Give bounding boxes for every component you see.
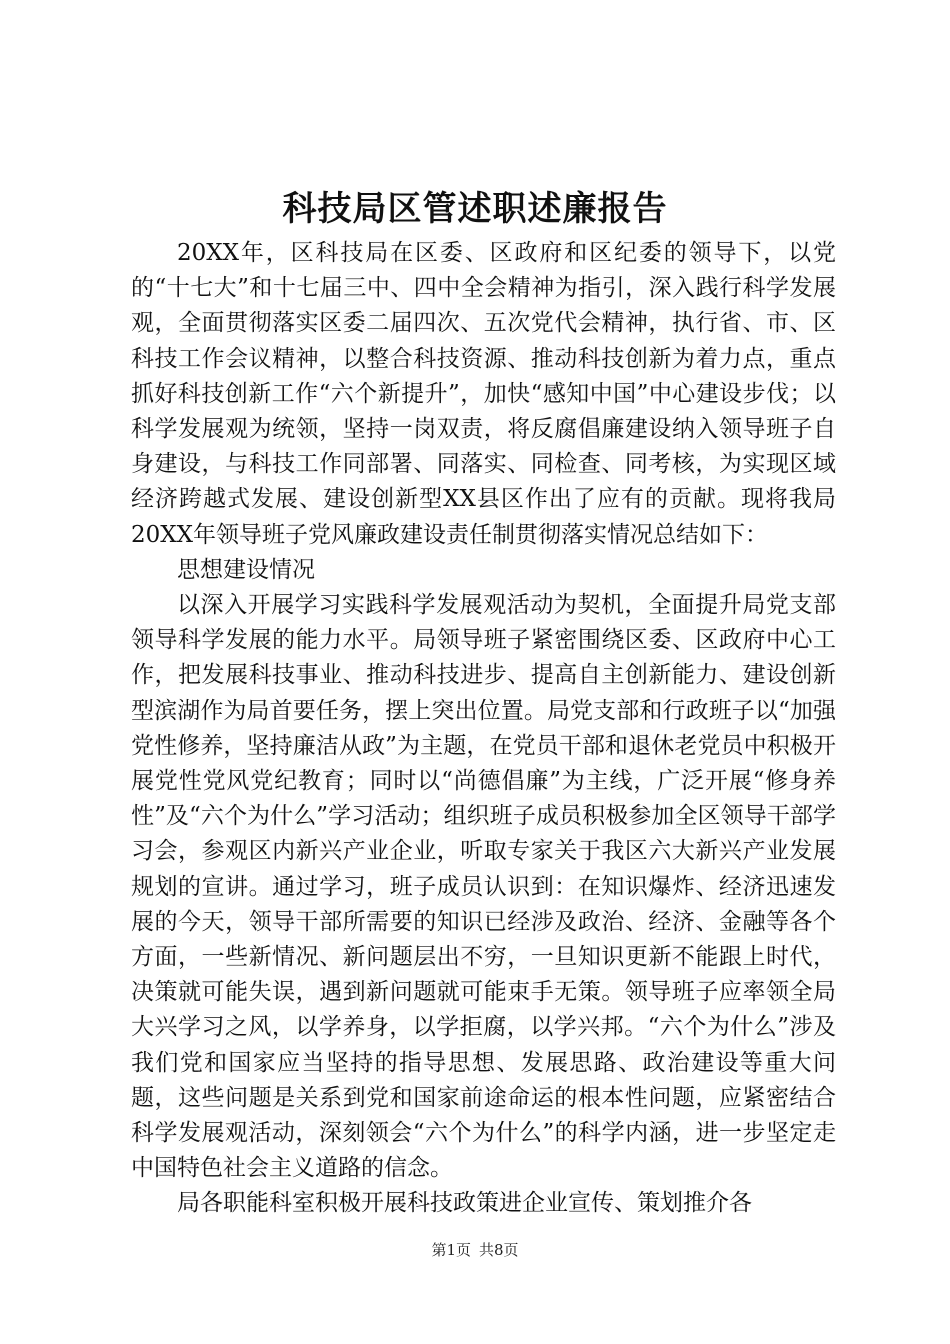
paragraph-departments: 局各职能科室积极开展科技政策进企业宣传、策划推介各 [177,1190,752,1217]
paragraph-ideology: 以深入开展学习实践科学发展观活动为契机，全面提升局党支部领导科学发展的能力水平。局领导班子紧密围绕区委、区政府中心工作，把发展科技事业、推动科技进步、提高自主创新能力、建设创新型滨湖作为局首要任务，摆上突出位置。局党支部和行政班子以“加强党性修养，坚持廉洁从政”为主题，在党员干部和退休老党员中积极开展党性党风党纪教育；同时以“尚德倡廉”为主线，广泛开展“修身养性”及“六个为什么”学习活动；组织班子成员积极参加全区领导干部学习会，参观区内新兴产业企业，听取专家关于我区六大新兴产业发展规划的宣讲。通过学习，班子成员认识到：在知识爆炸、经济迅速发展的今天，领导干部所需要的知识已经涉及政治、经济、金融等各个方面，一些新情况、新问题层出不穷，一旦知识更新不能跟上时代，决策就可能失误，遇到新问题就可能束手无策。领导班子应率领全局大兴学习之风，以学养身，以学拒腐，以学兴邦。“六个为什么”涉及我们党和国家应当坚持的指导思想、发展思路、政治建设等重大问题，这些问题是关系到党和国家前途命运的根本性问题，应紧密结合科学发展观活动，深刻领会“六个为什么”的科学内涵，进一步坚定走中国特色社会主义道路的信念。 [131,592,836,1182]
page-footer [0,1240,950,1260]
document-title: 科技局区管述职述廉报告 [282,189,668,229]
section-heading-ideology: 思想建设情况 [177,556,315,583]
page-number-total: 共8页 [479,1241,519,1259]
document-body [131,236,836,1222]
paragraph-intro: 20XX年，区科技局在区委、区政府和区纪委的领导下，以党的“十七大”和十七届三中、四中全会精神为指引，深入践行科学发展观，全面贯彻落实区委二届四次、五次党代会精神，执行省、市、区科技工作会议精神，以整合科技资源、推动科技创新为着力点，重点抓好科技创新工作“六个新提升”，加快“感知中国”中心建设步伐；以科学发展观为统领，坚持一岗双责，将反腐倡廉建设纳入领导班子自身建设，与科技工作同部署、同落实、同检查、同考核，为实现区域经济跨越式发展、建设创新型XX县区作出了应有的贡献。现将我局20XX年领导班子党风廉政建设责任制贯彻落实情况总结如下： [131,240,836,548]
page-number-current: 第1页 [431,1241,471,1259]
